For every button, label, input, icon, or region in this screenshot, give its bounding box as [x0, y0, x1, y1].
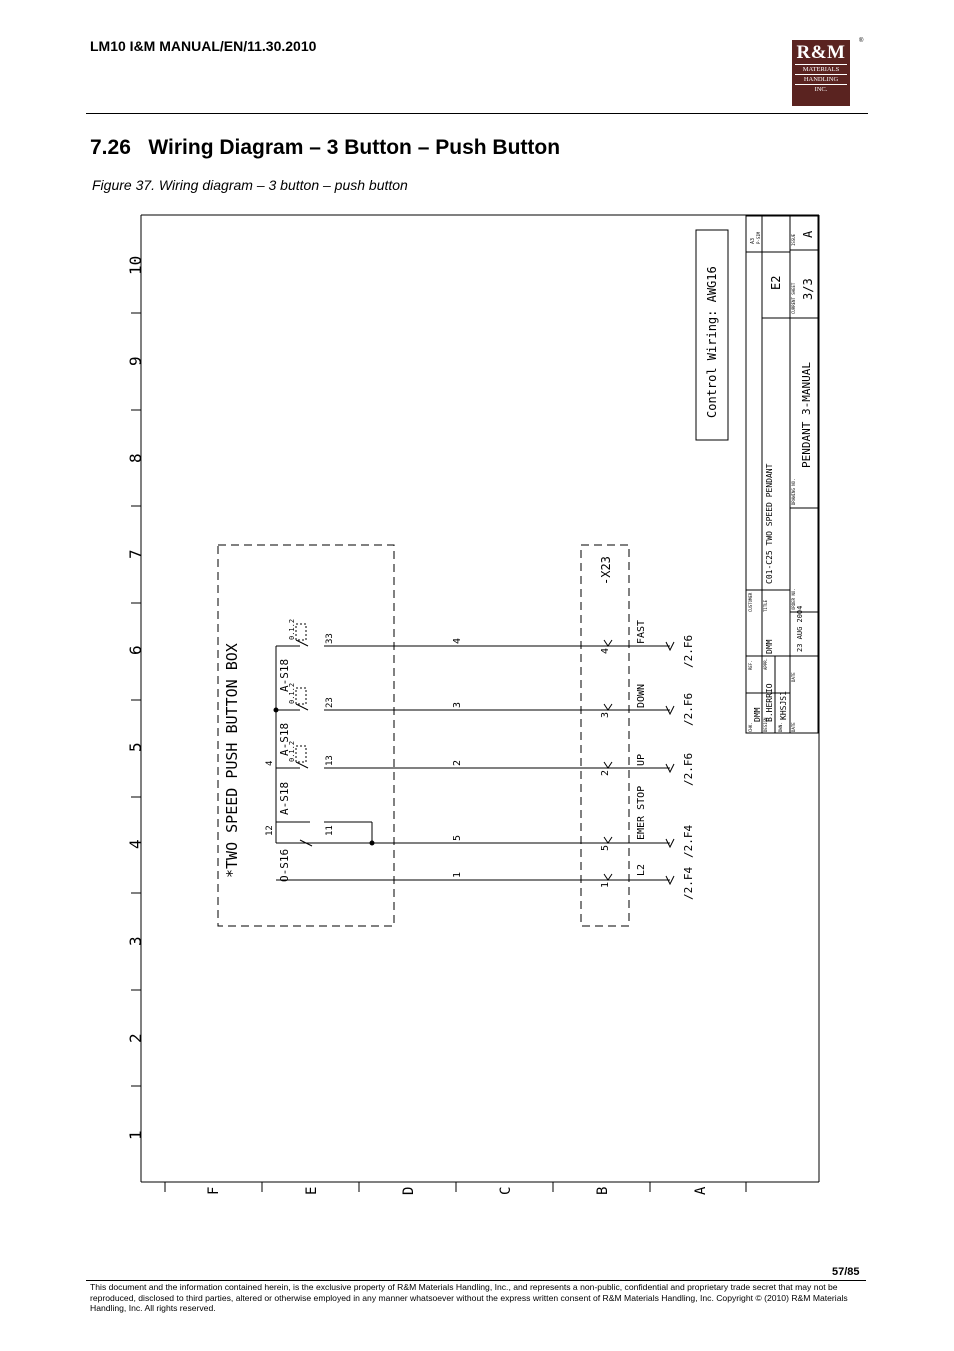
- tb-ref-label: REF.: [748, 660, 753, 670]
- contact-13: 13: [325, 755, 335, 766]
- logo-mark: R&M: [796, 42, 846, 63]
- row-letter: D: [401, 1186, 417, 1195]
- wire-5: [276, 822, 670, 843]
- device-label-s18: A-S18: [278, 722, 291, 756]
- terminal-number: 2: [600, 769, 611, 776]
- tb-date-label: DATE: [791, 672, 796, 682]
- wiring-diagram: [110, 210, 830, 1200]
- tb-title-label: TITLE: [763, 599, 768, 612]
- logo-line-1: MATERIALS: [795, 64, 847, 74]
- column-number: 5: [126, 742, 145, 752]
- box-label: *TWO SPEED PUSH BUTTON BOX: [223, 643, 241, 878]
- tb-sheet-label: CURRENT SHEET: [791, 282, 796, 314]
- signal-label-up: UP: [636, 753, 647, 766]
- tb-appr: DMM: [765, 639, 774, 654]
- signal-label-emer-stop: EMER STOP: [636, 785, 647, 840]
- tb-date: 23 AUG 2004: [796, 605, 804, 652]
- tb-dwn: KHSJS1: [779, 691, 788, 720]
- push-button-box: [218, 545, 394, 926]
- wire-number: 3: [452, 701, 463, 708]
- contact-note: 0.1.2: [288, 740, 296, 762]
- signal-label-down: DOWN: [636, 683, 647, 708]
- column-number: 6: [126, 645, 145, 655]
- tb-date2-label: DATE: [791, 722, 796, 732]
- junction-dot: [370, 841, 374, 845]
- section-number: 7.26: [90, 136, 131, 159]
- tb-size-label: A3: [750, 237, 756, 244]
- page-number: 57/85: [832, 1266, 860, 1278]
- tb-drawing-no-label: DRAWING NO.: [791, 478, 796, 505]
- device-label-s16: O-S16: [278, 848, 291, 882]
- terminal-number: 1: [600, 881, 611, 888]
- terminal-label: -X23: [599, 556, 613, 585]
- wire-number: 2: [452, 759, 463, 766]
- company-logo: [792, 40, 850, 106]
- row-letter: B: [595, 1186, 611, 1195]
- row-letter: A: [693, 1186, 709, 1195]
- column-number: 10: [126, 255, 145, 275]
- wire-number: 4: [452, 637, 463, 644]
- tb-dwn-label: DWN.: [778, 722, 783, 732]
- column-number: 3: [126, 936, 145, 946]
- figure-caption: Figure 37. Wiring diagram – 3 button – push button: [92, 177, 408, 193]
- terminal-number: 5: [600, 844, 611, 851]
- tb-customer-label: CUSTOMER: [748, 592, 753, 612]
- contact-33: 33: [325, 633, 335, 644]
- logo-line-2: HANDLING: [795, 74, 847, 84]
- tb-sheet: 3/3: [801, 278, 815, 300]
- tb-drawing-code: E2: [769, 275, 783, 290]
- section-title: [90, 136, 560, 160]
- cross-reference: /2.F4: [682, 866, 695, 900]
- tb-design-label: DESIGN: [763, 717, 768, 732]
- document-header: LM10 I&M MANUAL/EN/11.30.2010: [90, 38, 317, 54]
- registered-mark: ®: [859, 38, 864, 44]
- control-wiring-note: Control Wiring: AWG16: [705, 266, 719, 418]
- row-letter: F: [206, 1186, 222, 1195]
- junction-dot: [274, 708, 278, 712]
- signal-label-l2: L2: [636, 863, 647, 876]
- cross-reference: /2.F6: [682, 692, 695, 726]
- confidentiality-footer: This document and the information contained herein, is the exclusive property of R&M Materials Handling, Inc., and represents a non-public, confidential and proprietary trade secret that may not be reproduced, disclosed to third parties, altered or otherwise employed in any manner whatsoever without the express written consent of R&M Materials Handling, Inc. Copyright © (2010) R&M Materials Handling, Inc. All rights reserved.: [90, 1282, 848, 1313]
- tb-design: B.HERRIO: [765, 683, 774, 722]
- terminal-number: 3: [600, 711, 611, 718]
- logo-line-3: INC.: [795, 84, 847, 94]
- wire-number: 5: [452, 834, 463, 841]
- contact-4: 4: [265, 760, 275, 766]
- contact-12: 12: [265, 825, 275, 836]
- tb-title: C01-C25 TWO SPEED PENDANT: [765, 463, 774, 584]
- tb-order-label: ORDER NO.: [791, 588, 796, 610]
- device-label-s18: A-S18: [278, 658, 291, 692]
- contact-23: 23: [325, 697, 335, 708]
- tb-chk-label: CHK.: [748, 722, 753, 732]
- column-ticks: [131, 313, 141, 1086]
- row-letter: E: [304, 1186, 320, 1195]
- header-divider: [86, 113, 868, 114]
- contact-note: 0.1.2: [288, 618, 296, 640]
- tb-drawing-no: PENDANT 3-MANUAL: [800, 362, 813, 468]
- cross-reference: /2.F6: [682, 752, 695, 786]
- signal-label-fast: FAST: [636, 619, 647, 644]
- column-number: 7: [126, 549, 145, 559]
- terminal-strip-x23: [581, 545, 629, 926]
- cross-reference: /2.F6: [682, 634, 695, 668]
- tb-issue: A: [801, 230, 815, 238]
- device-label-s18: A-S18: [278, 781, 291, 815]
- row-ticks: [165, 1182, 746, 1192]
- contact-11: 11: [325, 825, 335, 836]
- tb-chk: DMM: [753, 707, 762, 722]
- cross-reference: /2.F4: [682, 824, 695, 858]
- column-number: 9: [126, 356, 145, 366]
- terminal-number: 4: [600, 647, 611, 654]
- column-number: 8: [126, 453, 145, 463]
- row-letter: C: [498, 1186, 514, 1195]
- column-number: 1: [126, 1130, 145, 1140]
- footer-divider: [86, 1280, 866, 1281]
- column-number: 4: [126, 839, 145, 849]
- tb-appr-label: APPR.: [763, 657, 768, 670]
- section-title-text: Wiring Diagram – 3 Button – Push Button: [148, 136, 561, 159]
- contact-note: 0.1.2: [288, 682, 296, 704]
- tb-size-caption: P-SIM: [756, 231, 761, 244]
- column-number: 2: [126, 1033, 145, 1043]
- wire-number: 1: [452, 871, 463, 878]
- tb-issue-label: ISSUE: [791, 233, 796, 246]
